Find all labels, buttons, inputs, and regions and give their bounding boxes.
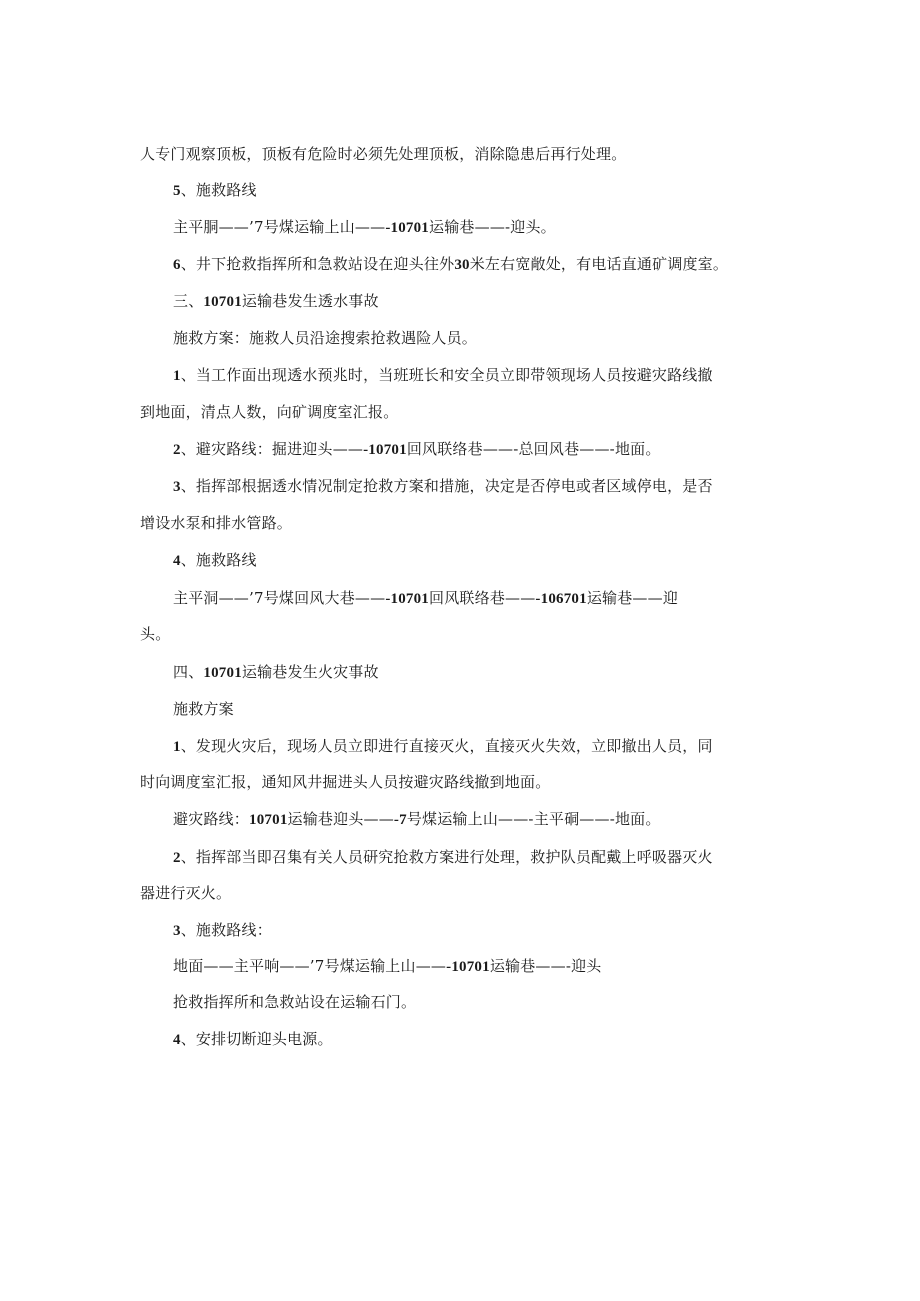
roadway-number: -10701 (446, 959, 490, 975)
text: 施救方案：施救人员沿途搜索抢救遇险人员。 (173, 329, 478, 347)
text: 地面——主平响——’7号煤运输上山—— (173, 957, 447, 975)
text: 时向调度室汇报，通知风井掘进头人员按避灾路线撤到地面。 (140, 773, 551, 791)
text: 、施救路线： (180, 921, 272, 939)
text: 主平洞——’7号煤回风大巷—— (173, 589, 386, 607)
section-heading (173, 284, 790, 319)
paragraph-line (140, 876, 790, 910)
text: 运输巷发生透水事故 (241, 292, 379, 310)
paragraph-line (173, 729, 790, 764)
route-line (173, 581, 790, 616)
item-number: 1 (173, 739, 181, 755)
roadway-number: -10701 (385, 591, 430, 607)
text: 、指挥部当即召集有关人员研究抢救方案进行处理，救护队员配戴上呼吸器灭火 (180, 848, 713, 866)
paragraph-line (140, 765, 790, 799)
text: 回风联络巷—— (429, 589, 536, 607)
item-number: 6 (173, 257, 181, 273)
route-line (173, 802, 790, 837)
paragraph-line (140, 137, 790, 171)
distance-number: 30 (454, 257, 470, 273)
section-heading (173, 913, 790, 948)
item-number: 5 (173, 183, 181, 199)
route-line (173, 210, 790, 245)
roadway-number: -10701 (363, 442, 407, 458)
paragraph-line (140, 506, 790, 540)
roadway-number: 10701 (203, 294, 242, 310)
text: 三、 (173, 292, 204, 310)
paragraph-line (173, 1022, 790, 1057)
item-number: 2 (173, 850, 181, 866)
text: 、施救路线 (180, 551, 257, 569)
text: 增设水泵和排水管路。 (140, 514, 293, 532)
section-heading (173, 173, 790, 208)
text: 米左右宽敞处，有电话直通矿调度室。 (469, 255, 729, 273)
item-number: 1 (173, 368, 181, 384)
text: 、发现火灾后，现场人员立即进行直接灭火，直接灭火失效，立即撤出人员，同 (180, 737, 713, 755)
paragraph-line (173, 358, 790, 393)
roadway-number: 10701 (249, 812, 288, 828)
text: 到地面，清点人数，向矿调度室汇报。 (140, 403, 399, 421)
seam-number: -7 (393, 812, 407, 828)
text: 号煤运输上山——-主平硐——-地面。 (406, 810, 661, 828)
item-number: 2 (173, 442, 181, 458)
roadway-number: -106701 (535, 591, 587, 607)
item-number: 4 (173, 553, 181, 569)
text: 运输巷——-迎头。 (429, 218, 556, 236)
text: 抢救指挥所和急救站设在运输石门。 (173, 993, 417, 1011)
route-line (173, 432, 790, 467)
paragraph-line (173, 692, 790, 726)
text: 、安排切断迎头电源。 (180, 1030, 333, 1048)
item-number: 3 (173, 923, 181, 939)
roadway-number: -10701 (385, 220, 430, 236)
text: 、井下抢救指挥所和急救站设在迎头往外 (180, 255, 455, 273)
text: 运输巷——迎 (586, 589, 679, 607)
text: 器进行灭火。 (140, 884, 232, 902)
text: 回风联络巷——-总回风巷——-地面。 (406, 440, 661, 458)
text: 避灾路线： (173, 810, 250, 828)
text: 运输巷迎头—— (287, 810, 394, 828)
roadway-number: 10701 (203, 665, 242, 681)
text: 、避灾路线：掘进迎头—— (180, 440, 364, 458)
paragraph-line (173, 247, 790, 282)
text: 头。 (140, 625, 171, 643)
text: 运输巷发生火灾事故 (241, 663, 379, 681)
text: 人专门观察顶板，顶板有危险时必须先处理顶板，消除隐患后再行处理。 (140, 145, 627, 163)
text: 运输巷——-迎头 (489, 957, 602, 975)
paragraph-line (173, 321, 790, 355)
item-number: 4 (173, 1032, 181, 1048)
text: 、当工作面出现透水预兆时，当班班长和安全员立即带领现场人员按避灾路线撤 (180, 366, 713, 384)
paragraph-line (173, 985, 790, 1019)
text: 主平胴——’7号煤运输上山—— (173, 218, 386, 236)
section-heading (173, 655, 790, 690)
paragraph-line (173, 469, 790, 504)
paragraph-line (140, 617, 790, 651)
paragraph-line (140, 395, 790, 429)
section-heading (173, 543, 790, 578)
text: 、指挥部根据透水情况制定抢救方案和措施，决定是否停电或者区域停电，是否 (180, 477, 713, 495)
text: 四、 (173, 663, 204, 681)
text: 、施救路线 (180, 181, 257, 199)
text: 施救方案 (173, 700, 234, 718)
route-line (173, 949, 790, 984)
paragraph-line (173, 840, 790, 875)
item-number: 3 (173, 479, 181, 495)
